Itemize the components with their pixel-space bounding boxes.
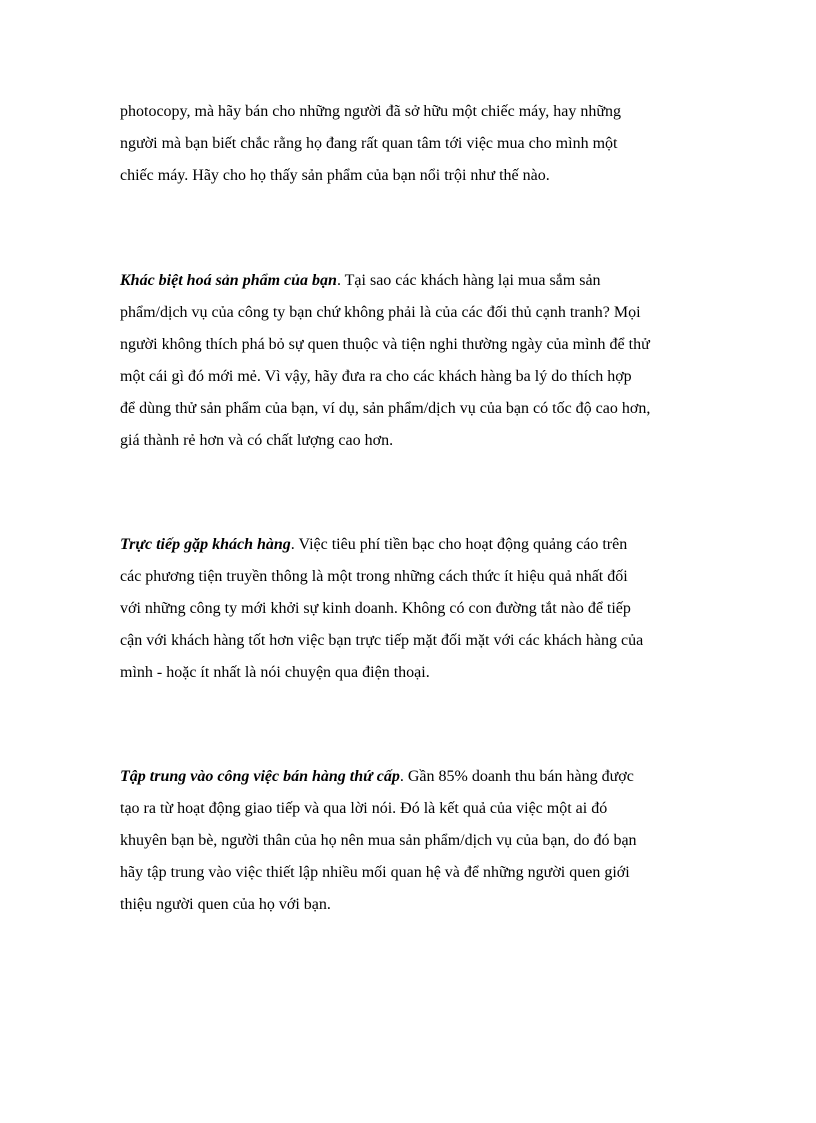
paragraph-meet-customers	[120, 529, 700, 689]
text-line: người mà bạn biết chắc rằng họ đang rất quan tâm tới việc mua cho mình một	[120, 135, 618, 152]
paragraph-secondary-sales	[120, 761, 700, 921]
paragraph-lead-rest: . Gần 85% doanh thu bán hàng được	[399, 768, 634, 785]
text-line: mình - hoặc ít nhất là nói chuyện qua điện thoại.	[120, 664, 430, 681]
text-line-first	[120, 265, 700, 297]
text-line: các phương tiện truyền thông là một trong những cách thức ít hiệu quả nhất đối	[120, 568, 628, 585]
paragraph-lead-heading: Tập trung vào công việc bán hàng thứ cấp	[120, 768, 400, 785]
text-line: với những công ty mới khởi sự kinh doanh. Không có con đường tắt nào để tiếp	[120, 600, 631, 617]
paragraph-lead-heading: Trực tiếp gặp khách hàng	[120, 536, 291, 553]
text-line: cận với khách hàng tốt hơn việc bạn trực tiếp mặt đối mặt với các khách hàng của	[120, 632, 644, 649]
text-line: hãy tập trung vào việc thiết lập nhiều mối quan hệ và để những người quen giới	[120, 864, 630, 881]
text-line-first	[120, 529, 700, 561]
text-line: phẩm/dịch vụ của công ty bạn chứ không phải là của các đối thủ cạnh tranh? Mọi	[120, 304, 641, 321]
paragraph-photocopy-continuation	[120, 96, 700, 192]
paragraph-lead-rest: . Việc tiêu phí tiền bạc cho hoạt động quảng cáo trên	[290, 536, 628, 553]
text-line: tạo ra từ hoạt động giao tiếp và qua lời nói. Đó là kết quả của việc một ai đó	[120, 800, 608, 817]
text-line: giá thành rẻ hơn và có chất lượng cao hơn.	[120, 432, 394, 449]
text-line: người không thích phá bỏ sự quen thuộc và tiện nghi thường ngày của mình để thử	[120, 336, 650, 353]
text-line: một cái gì đó mới mẻ. Vì vậy, hãy đưa ra cho các khách hàng ba lý do thích hợp	[120, 368, 632, 385]
paragraph-lead-heading: Khác biệt hoá sản phẩm của bạn	[120, 272, 337, 289]
paragraph-lead-rest: . Tại sao các khách hàng lại mua sắm sản	[336, 272, 601, 289]
text-line: chiếc máy. Hãy cho họ thấy sản phẩm của bạn nổi trội như thế nào.	[120, 167, 550, 184]
text-line: thiệu người quen của họ với bạn.	[120, 896, 331, 913]
text-line-first	[120, 761, 700, 793]
text-line: để dùng thử sản phẩm của bạn, ví dụ, sản phẩm/dịch vụ của bạn có tốc độ cao hơn,	[120, 400, 651, 417]
text-line: khuyên bạn bè, người thân của họ nên mua sản phẩm/dịch vụ của bạn, do đó bạn	[120, 832, 637, 849]
paragraph-product-differentiation	[120, 265, 700, 457]
text-line: photocopy, mà hãy bán cho những người đã sở hữu một chiếc máy, hay những	[120, 103, 621, 120]
